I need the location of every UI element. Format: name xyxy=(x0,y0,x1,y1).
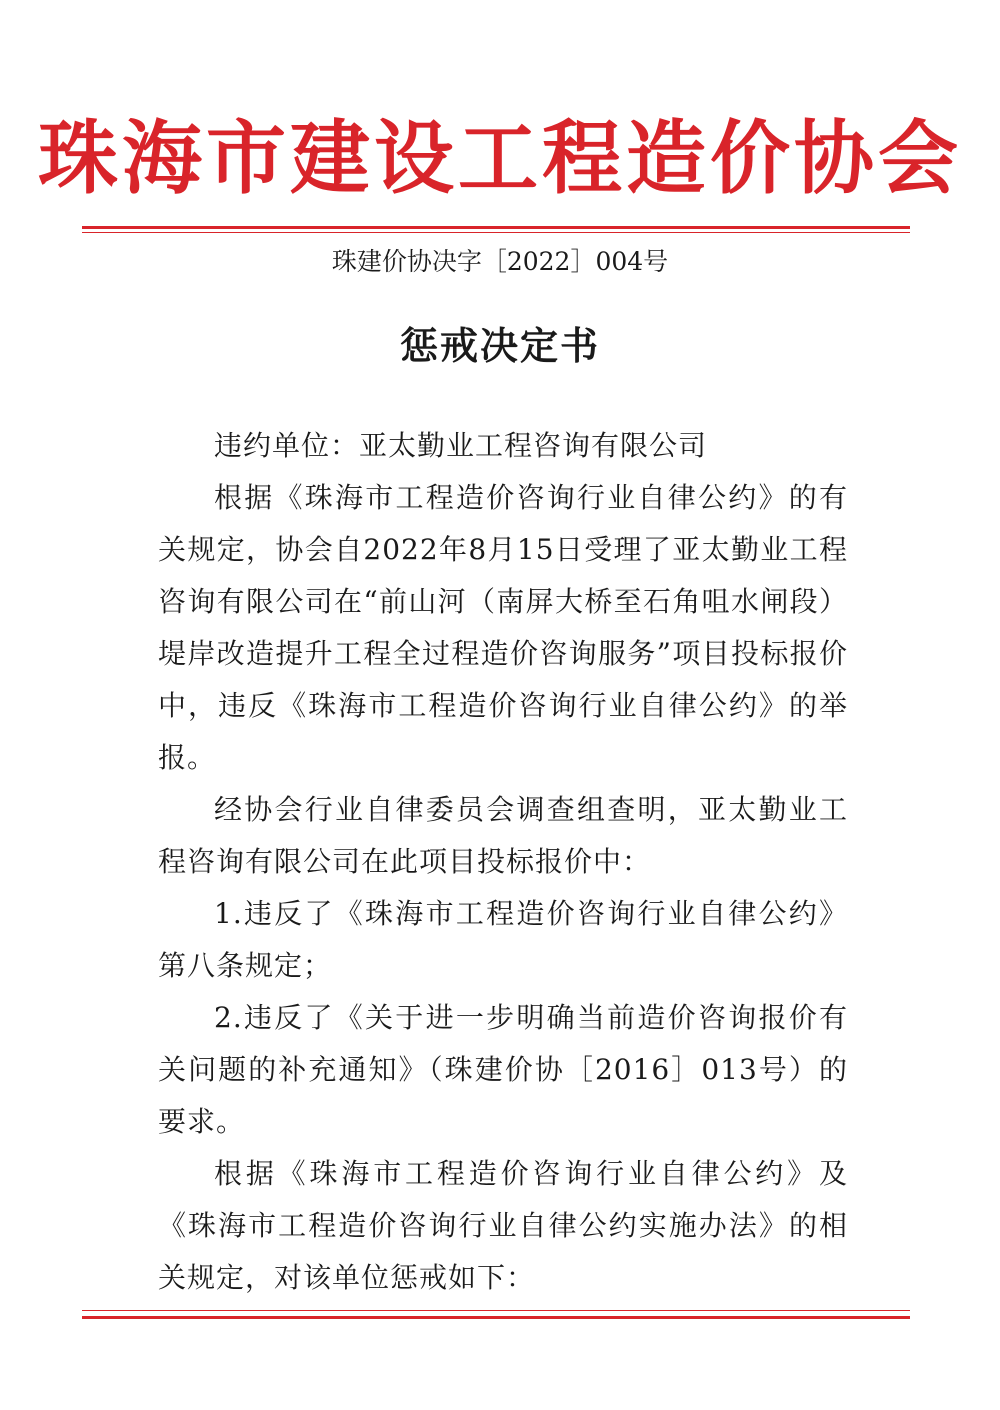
paragraph-investigation: 经协会行业自律委员会调查组查明，亚太勤业工程咨询有限公司在此项目投标报价中： xyxy=(158,793,848,878)
header-divider-thin xyxy=(82,232,910,233)
paragraph-violating-unit: 违约单位：亚太勤业工程咨询有限公司 xyxy=(214,429,708,462)
header-divider-thick xyxy=(82,226,910,229)
footer-divider-thin xyxy=(82,1310,910,1311)
paragraph-violation-1: 1.违反了《珠海市工程造价咨询行业自律公约》第八条规定； xyxy=(158,897,848,982)
document-number: 珠建价协决字［2022］004号 xyxy=(331,247,669,276)
document-body xyxy=(158,420,848,1304)
document-title: 惩戒决定书 xyxy=(399,323,600,368)
paragraph-violation-2: 2.违反了《关于进一步明确当前造价咨询报价有关问题的补充通知》（珠建价协［2016］013号）的要求。 xyxy=(158,1001,848,1138)
paragraph-penalty-basis: 根据《珠海市工程造价咨询行业自律公约》及《珠海市工程造价咨询行业自律公约实施办法》的相关规定，对该单位惩戒如下： xyxy=(158,1157,848,1294)
paragraph-complaint: 根据《珠海市工程造价咨询行业自律公约》的有关规定，协会自2022年8月15日受理了亚太勤业工程咨询有限公司在“前山河（南屏大桥至石角咀水闸段）堤岸改造提升工程全过程造价咨询服务”项目投标报价中，违反《珠海市工程造价咨询行业自律公约》的举报。 xyxy=(158,481,848,774)
footer-divider-thick xyxy=(82,1316,910,1319)
organization-header: 珠海市建设工程造价协会 xyxy=(38,111,962,205)
